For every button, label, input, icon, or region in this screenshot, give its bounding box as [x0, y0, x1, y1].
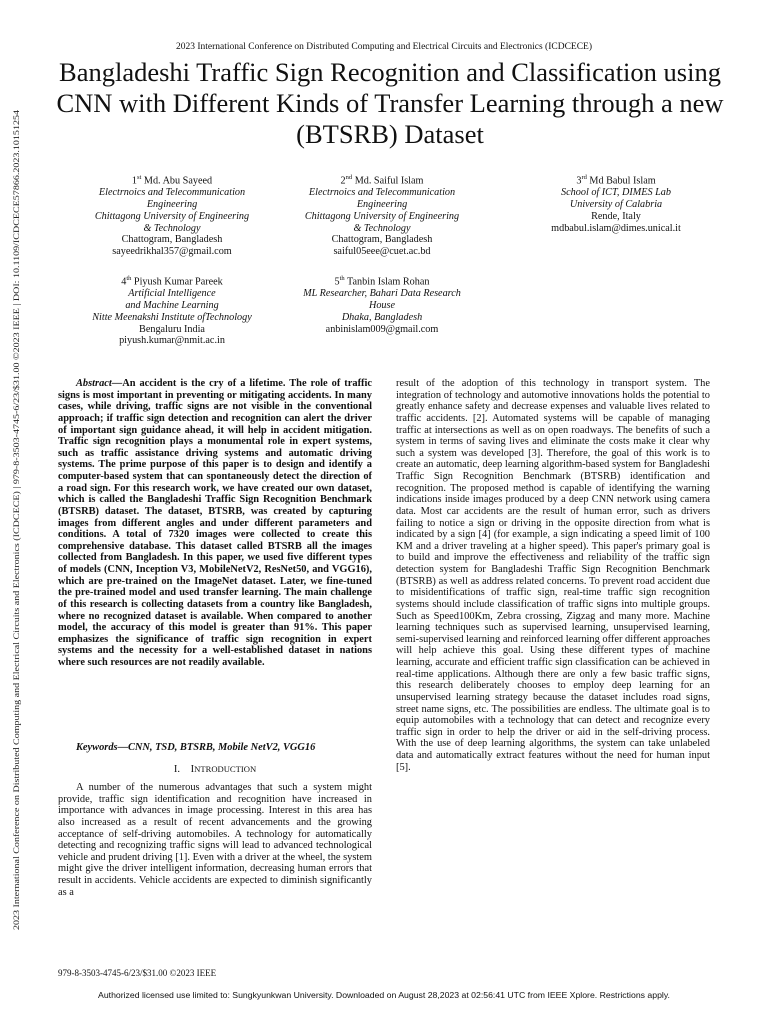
abstract-paragraph	[58, 378, 372, 669]
author-4-affiliation-line: Artificial Intelligence	[128, 288, 216, 300]
author-1-name: 1st Md. Abu Sayeed	[131, 174, 213, 187]
conference-name: 2023 International Conference on Distributed Computing and Electrical Circuits and Electronics (ICDCECE)	[175, 42, 593, 52]
abstract-text: An accident is the cry of a lifetime. The role of traffic signs is most important in preventing or mitigating accidents. In many cases, while driving, traffic signs are not visible in the conventional approach; if traffic sign detection and recognition can alert the driver of important sign guidance ahead, it will help in accident mitigation. Traffic sign recognition plays a monumental role in expert systems, such as traffic assistance driving systems and automatic driving systems. The prime purpose of this paper is to design and identify a computer-based system that can spontaneously detect the direction of a road sign. For this research work, we have created our own dataset, which is called the Bangladeshi Traffic Sign Recognition Benchmark (BTSRB) dataset. The dataset, BTSRB, was created by capturing images from different angles and under different parameters and conditions. A total of 7320 images were collected to create this comprehensive database. This dataset called BTSRB all the images collected from Bangladesh. In this paper, we used five different types of models (CNN, Inception V3, MobileNetV2, ResNet50, and VGG16), which are pre-trained on the ImageNet dataset. Later, we fine-tuned the pre-trained model and used transfer learning. The main challenge of this research is collecting datasets from a country like Bangladesh, where no recognized dataset is available. When compared to another model, the accuracy of this model is greater than 91%. This paper emphasizes the significance of traffic sign recognition in expert systems and the necessity for a well-established dataset in nations where such resources are not readily available.	[58, 378, 372, 668]
author-5-affiliation-line: ML Researcher, Bahari Data Research	[303, 288, 461, 300]
intro-right-paragraph: result of the adoption of this technology in transport system. The integration of technology and automotive innovations holds the potential to greatly enhance safety and decrease expenses and valuable lives related to traffic accidents. [2]. Automated systems will be capable of managing traffic at intersections as well as on open roadways. The benefits of such a system in terms of saving lives and eliminate the costs make it clear why such a system was developed [3]. Therefore, the goal of this work is to create an automatic, deep learning algorithm-based system for Bangladeshi Traffic Sign Recognition Benchmark (BTSRB) identification and recognition. The proposed method is capable of identifying the warning indications inside images produced by a deep CNN network using camera data. Most car accidents are the result of human error, such as drivers failing to notice a sign or driving in the opposite direction from what is indicated by a sign [4] (for example, a sign indicating a speed limit of 100 KM and a driver traveling at a higher speed). This paper's primary goal is to build and improve the effectiveness and reliability of the traffic sign detection system for Bangladeshi Traffic Sign Recognition Benchmark (BTSRB) as well as address related concerns. To prevent road accident due to misidentifications of traffic sign, real-time traffic sign recognition systems should include classification of traffic signs into multiple groups. Such as Speed100Km, Zebra crossing, Zigzag and many more. Machine learning techniques such as supervised learning, unsupervised learning, semi-supervised learning and reinforced learning offer different approaches will help achieve this goal. Using these different types of machine learning, accurate and efficient traffic sign classification can be achieved in real-time applications. Although there are only a few basic traffic signs, this research deliberately chooses to employ deep learning for an unsupervised learning strategy because the dataset includes road signs, street name signs, etc. The possibilities are endless. The ultimate goal is to equip automobiles with a technology that can detect and recognize every traffic sign in order to help the driver or aid in the self-driving process. With the use of deep learning algorithms, the system can take unlabeled data and automatically extract features without the need for human input [5].	[396, 378, 710, 773]
keywords-line: Keywords—CNN, TSD, BTSRB, Mobile NetV2, VGG16	[76, 742, 316, 753]
abstract-dash: —	[111, 378, 123, 389]
author-2-affiliation-line: Chittagong University of Engineering	[304, 210, 460, 222]
author-2-affiliation-line: & Technology	[353, 222, 411, 234]
author-1-affiliation-line: Engineering	[146, 198, 198, 210]
author-1-location: Chattogram, Bangladesh	[121, 234, 223, 246]
author-2-location: Chattogram, Bangladesh	[331, 234, 433, 246]
author-2-name: 2nd Md. Saiful Islam	[340, 174, 424, 187]
paper-title: Bangladeshi Traffic Sign Recognition and Classification using CNN with Different Kinds of Transfer Learning through a new (BTSRB) Dataset	[56, 57, 724, 149]
author-3-location: Rende, Italy	[591, 210, 641, 222]
author-3-affiliation-line: University of Calabria	[569, 198, 663, 210]
author-2-block	[252, 172, 512, 258]
license-footer: Authorized licensed use limited to: Sungkyunkwan University. Downloaded on August 28,2023 at 02:56:41 UTC from IEEE Xplore. Restrictions apply.	[98, 990, 670, 1000]
author-4-affiliation-line: Nitte Meenakshi Institute ofTechnology	[92, 311, 252, 323]
side-doi-banner	[8, 110, 24, 930]
author-4-location: Bengaluru India	[139, 323, 205, 335]
isbn-footer: 979-8-3503-4745-6/23/$31.00 ©2023 IEEE	[58, 968, 217, 978]
author-5-affiliation-line: Dhaka, Bangladesh	[341, 311, 423, 323]
author-4-email: piyush.kumar@nmit.ac.in	[119, 335, 225, 347]
author-3-block	[486, 172, 746, 234]
abstract-label: Abstract	[76, 378, 112, 389]
section-heading: I. INTRODUCTION	[173, 764, 257, 775]
author-1-email: sayeedrikhal357@gmail.com	[112, 246, 232, 258]
author-2-affiliation-line: Engineering	[356, 198, 408, 210]
author-1-affiliation-line: Electrnoics and Telecommunication	[98, 187, 246, 199]
author-4-affiliation-line: and Machine Learning	[125, 299, 219, 311]
side-doi-text: 2023 International Conference on Distributed Computing and Electrical Circuits and Electronics (ICDCECE) | 979-8-3503-4745-6/23/$31.00 ©2023 IEEE | DOI: 10.1109/ICDCECE57866.2023.10151254	[11, 226, 21, 930]
author-5-affiliation-line: House	[368, 299, 396, 311]
author-3-affiliation-line: School of ICT, DIMES Lab	[561, 187, 671, 199]
author-5-block	[252, 273, 512, 335]
author-4-name: 4th Piyush Kumar Pareek	[121, 275, 223, 288]
author-1-affiliation-line: & Technology	[143, 222, 201, 234]
author-2-affiliation-line: Electrnoics and Telecommunication	[308, 187, 456, 199]
author-1-affiliation-line: Chittagong University of Engineering	[94, 210, 250, 222]
author-2-email: saiful05eee@cuet.ac.bd	[333, 246, 431, 258]
author-3-name: 3rd Md Babul Islam	[576, 174, 656, 187]
author-3-email: mdbabul.islam@dimes.unical.it	[551, 222, 681, 234]
author-5-name: 5th Tanbin Islam Rohan	[334, 275, 430, 288]
intro-left-paragraph: A number of the numerous advantages that such a system might provide, traffic sign identification and recognition have increased in importance with advances in image processing. Interest in this area has also increased as a result of recent advancements and the growing acceptance of self-driving automobiles. A technology for automatically detecting and recognizing traffic signs will lead to advanced technological vehicle and prudent driving [1]. Even with a driver at the wheel, the system might give the driver intelligent information, decreasing human errors that result in accidents. Vehicle accidents are expected to diminish significantly as a	[58, 782, 372, 898]
author-5-email: anbinislam009@gmail.com	[325, 323, 439, 335]
